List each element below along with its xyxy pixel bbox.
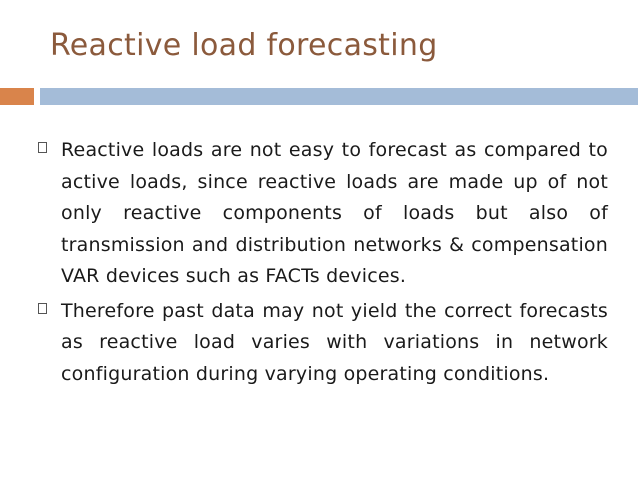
header-bar [40, 88, 638, 105]
bullet-text: Therefore past data may not yield the correct forecasts as reactive load varies with variations in network configuration during varying operating conditions. [61, 299, 608, 385]
square-bullet-icon [38, 142, 47, 153]
list-item [36, 296, 608, 391]
bullet-list [36, 135, 608, 393]
accent-bar [0, 88, 34, 105]
list-item [36, 135, 608, 293]
slide-title: Reactive load forecasting [50, 28, 438, 63]
bullet-text: Reactive loads are not easy to forecast as compared to active loads, since reactive loads are made up of not only reactive components of loads but also of transmission and distribution networks & compensation VAR devices such as FACTs devices. [61, 139, 608, 287]
square-bullet-icon [38, 303, 47, 314]
